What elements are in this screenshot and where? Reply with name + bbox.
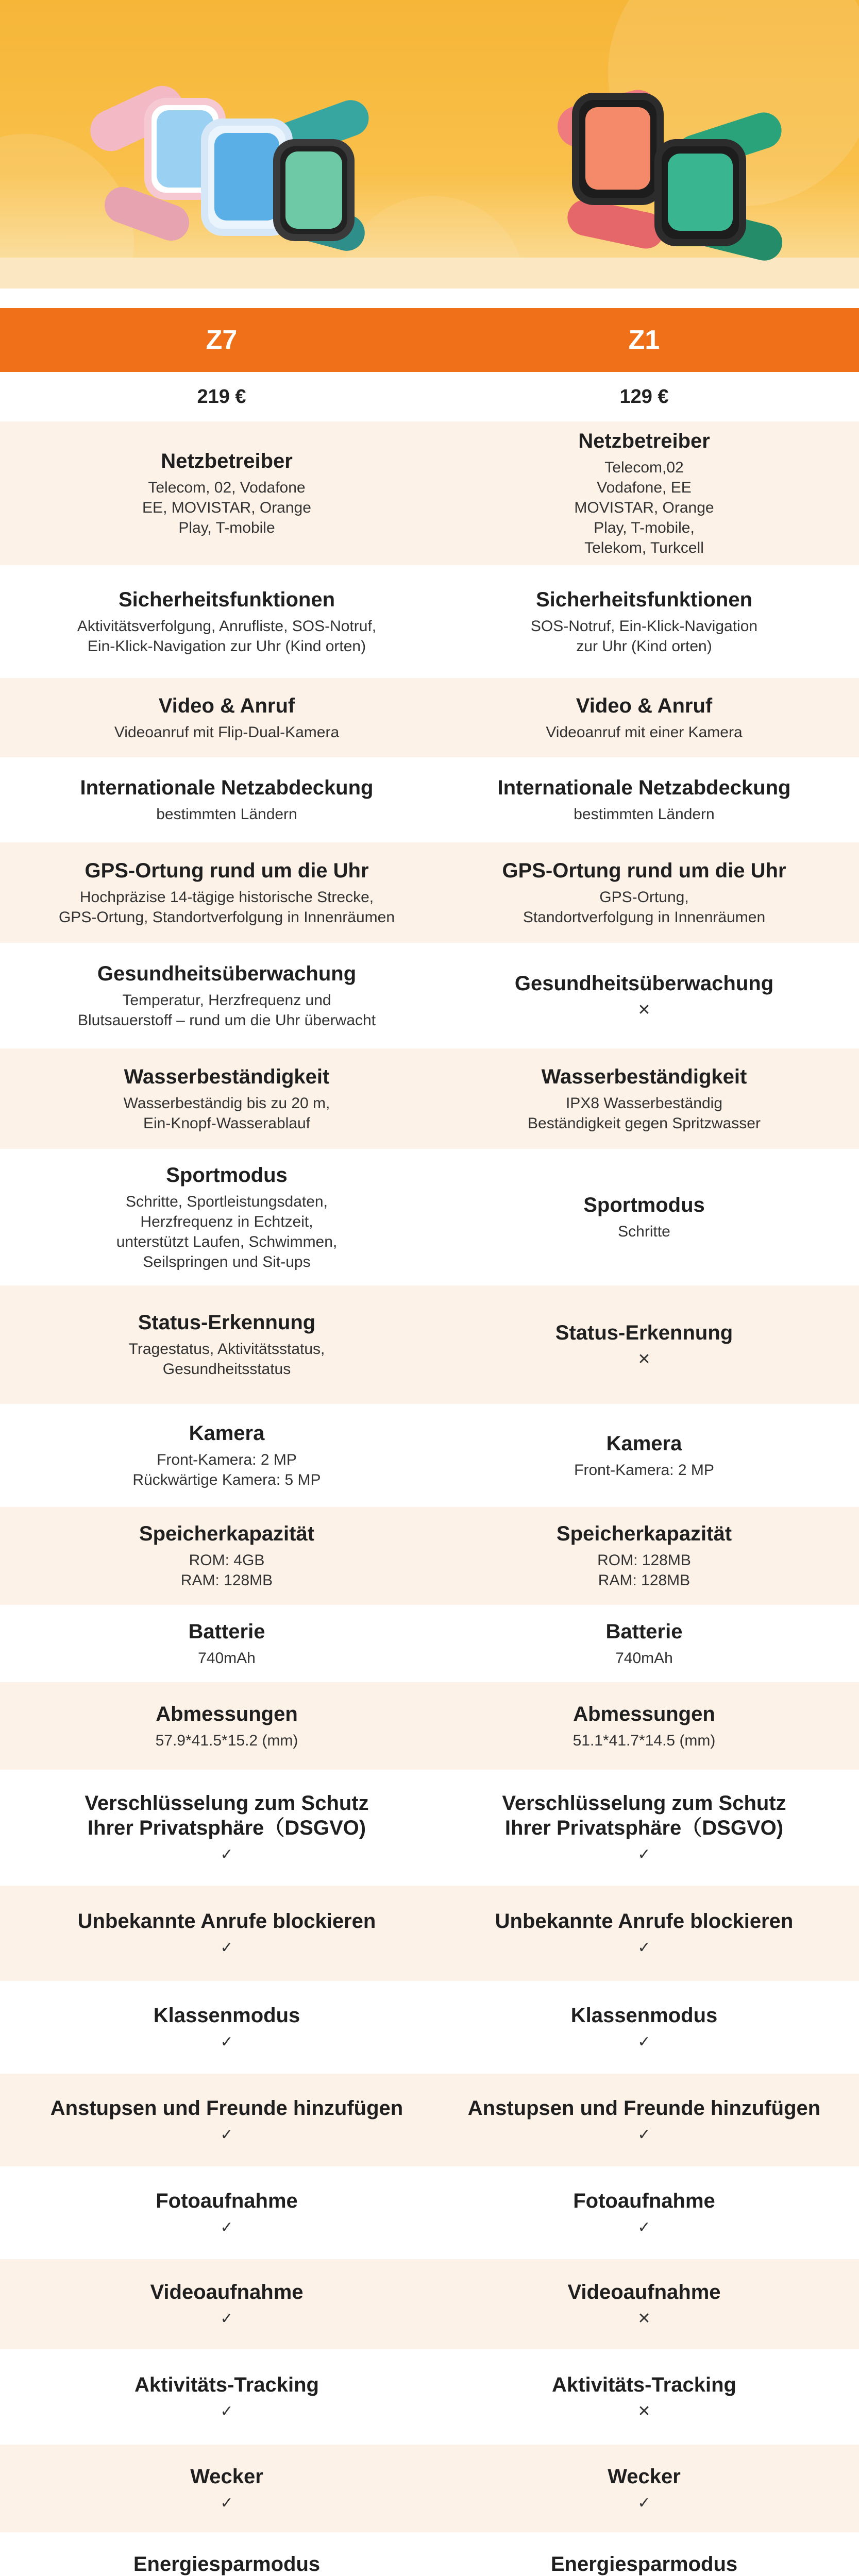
comparison-row: [0, 943, 859, 1048]
z1-watch-image: [536, 77, 794, 263]
check-icon: ✓: [637, 2126, 651, 2143]
z1-feature-cell: [443, 1682, 845, 1770]
z7-feature-cell: [26, 842, 428, 943]
hero-banner: [0, 0, 859, 289]
feature-title: Batterie: [605, 1620, 683, 1643]
feature-title: Sicherheitsfunktionen: [535, 588, 753, 611]
feature-title: Wecker: [190, 2465, 263, 2488]
comparison-row: [0, 565, 859, 678]
feature-title: Aktivitäts-Tracking: [134, 2374, 319, 2396]
feature-title: GPS-Ortung rund um die Uhr: [85, 859, 369, 882]
feature-description: Schritte, Sportleistungsdaten, Herzfrequenz in Echtzeit, unterstützt Laufen, Schwimmen, Seilspringen und Sit-ups: [116, 1193, 338, 1270]
comparison-row: [0, 1682, 859, 1770]
feature-description: Hochpräzise 14-tägige historische Strecke, GPS-Ortung, Standortverfolgung in Innenräumen: [58, 888, 395, 926]
feature-title: Netzbetreiber: [161, 450, 293, 472]
feature-description: Front-Kamera: 2 MP: [574, 1461, 714, 1479]
z1-feature-cell: [443, 2166, 845, 2259]
feature-title: Batterie: [188, 1620, 265, 1643]
feature-title: Fotoaufnahme: [156, 2189, 298, 2212]
comparison-row: [0, 757, 859, 842]
z7-feature-cell: [26, 1682, 428, 1770]
price-z7: 219 €: [197, 386, 246, 408]
z1-feature-cell: [443, 421, 845, 565]
comparison-row: [0, 2445, 859, 2532]
comparison-row: [0, 678, 859, 757]
check-icon: ✓: [220, 2218, 233, 2236]
feature-title: Unbekannte Anrufe blockieren: [495, 1910, 794, 1933]
feature-title: Status-Erkennung: [555, 1321, 733, 1344]
feature-description: 51.1*41.7*14.5 (mm): [572, 1732, 716, 1749]
feature-title: Verschlüsselung zum Schutz Ihrer Privatsphäre（DSGVO): [85, 1792, 369, 1839]
z1-feature-cell: [443, 565, 845, 678]
z1-feature-cell: [443, 2074, 845, 2166]
check-icon: ✓: [220, 1939, 233, 1956]
feature-description: Tragestatus, Aktivitätsstatus, Gesundheitsstatus: [128, 1341, 325, 1378]
z1-feature-cell: [443, 1048, 845, 1149]
check-icon: ✓: [220, 2126, 233, 2143]
comparison-row: [0, 2074, 859, 2166]
feature-description: Front-Kamera: 2 MP Rückwärtige Kamera: 5 MP: [132, 1451, 321, 1488]
feature-title: Gesundheitsüberwachung: [97, 962, 357, 985]
feature-title: Abmessungen: [573, 1702, 715, 1725]
check-icon: ✓: [220, 2494, 233, 2512]
comparison-row: [0, 1770, 859, 1886]
z1-feature-cell: [443, 2349, 845, 2445]
z7-feature-cell: [26, 2259, 428, 2349]
check-icon: ✓: [220, 2310, 233, 2327]
check-icon: ✓: [637, 2218, 651, 2236]
comparison-row: [0, 1507, 859, 1605]
comparison-row: [0, 2532, 859, 2576]
z1-feature-cell: [443, 1507, 845, 1605]
comparison-row: [0, 842, 859, 943]
comparison-row: [0, 1605, 859, 1682]
feature-title: Internationale Netzabdeckung: [497, 776, 791, 799]
feature-description: 740mAh: [198, 1649, 256, 1667]
feature-title: Kamera: [606, 1432, 682, 1455]
z7-feature-cell: [26, 1048, 428, 1149]
z1-feature-cell: [443, 943, 845, 1048]
feature-description: Aktivitätsverfolgung, Anrufliste, SOS-Notruf, Ein-Klick-Navigation zur Uhr (Kind orten): [77, 617, 377, 655]
feature-title: Video & Anruf: [576, 694, 713, 717]
z7-feature-cell: [26, 2074, 428, 2166]
feature-description: 740mAh: [615, 1649, 673, 1667]
z7-feature-cell: [26, 1149, 428, 1285]
comparison-row: [0, 1285, 859, 1404]
comparison-row: [0, 421, 859, 565]
check-icon: ✓: [637, 2494, 651, 2512]
z7-feature-cell: [26, 1886, 428, 1981]
z7-feature-cell: [26, 2349, 428, 2445]
feature-title: Wasserbeständigkeit: [541, 1065, 747, 1088]
feature-description: ROM: 4GB RAM: 128MB: [180, 1552, 273, 1589]
z7-feature-cell: [26, 2532, 428, 2576]
cross-icon: ✕: [637, 1002, 651, 1019]
cross-icon: ✕: [637, 1350, 651, 1368]
feature-title: Anstupsen und Freunde hinzufügen: [467, 2096, 821, 2120]
z7-feature-cell: [26, 2445, 428, 2532]
feature-description: 57.9*41.5*15.2 (mm): [155, 1732, 298, 1749]
z1-feature-cell: [443, 1285, 845, 1404]
feature-title: Speicherkapazität: [556, 1522, 732, 1545]
feature-title: Wecker: [608, 2465, 681, 2488]
feature-description: Videoanruf mit einer Kamera: [546, 723, 743, 741]
z1-feature-cell: [443, 1605, 845, 1682]
feature-title: Anstupsen und Freunde hinzufügen: [50, 2096, 403, 2120]
comparison-row: [0, 1886, 859, 1981]
check-icon: ✓: [220, 2403, 233, 2420]
feature-title: Sportmodus: [166, 1163, 288, 1187]
z1-feature-cell: [443, 1149, 845, 1285]
comparison-row: [0, 1149, 859, 1285]
check-icon: ✓: [637, 1939, 651, 1956]
z1-feature-cell: [443, 1981, 845, 2074]
feature-description: Temperatur, Herzfrequenz und Blutsauerstoff – rund um die Uhr überwacht: [77, 991, 376, 1029]
feature-title: Internationale Netzabdeckung: [80, 776, 374, 799]
feature-description: Videoanruf mit Flip-Dual-Kamera: [114, 723, 340, 741]
feature-title: Video & Anruf: [158, 694, 295, 717]
feature-description: SOS-Notruf, Ein-Klick-Navigation zur Uhr (Kind orten): [530, 617, 758, 655]
check-icon: ✓: [637, 1846, 651, 1863]
comparison-row: [0, 1048, 859, 1149]
feature-title: Verschlüsselung zum Schutz Ihrer Privatsphäre（DSGVO): [502, 1792, 786, 1839]
feature-description: Telecom,02 Vodafone, EE MOVISTAR, Orange Play, T-mobile, Telekom, Turkcell: [574, 459, 714, 556]
cross-icon: ✕: [637, 2403, 651, 2420]
comparison-row: [0, 2166, 859, 2259]
feature-description: ROM: 128MB RAM: 128MB: [597, 1552, 691, 1589]
model-name-z1: Z1: [628, 325, 660, 355]
model-name-z7: Z7: [206, 325, 238, 355]
z7-feature-cell: [26, 1507, 428, 1605]
z7-feature-cell: [26, 678, 428, 757]
check-icon: ✓: [220, 1846, 233, 1863]
z7-feature-cell: [26, 1605, 428, 1682]
feature-title: Klassenmodus: [153, 2004, 300, 2027]
feature-description: IPX8 Wasserbeständig Beständigkeit gegen Spritzwasser: [528, 1094, 761, 1132]
feature-title: Gesundheitsüberwachung: [514, 972, 774, 995]
feature-title: Unbekannte Anrufe blockieren: [77, 1910, 376, 1933]
feature-title: Aktivitäts-Tracking: [552, 2374, 736, 2396]
feature-title: Energiesparmodus: [550, 2552, 738, 2575]
z1-feature-cell: [443, 1886, 845, 1981]
feature-description: bestimmten Ländern: [156, 806, 297, 823]
feature-title: Netzbetreiber: [578, 430, 710, 452]
z7-feature-cell: [26, 1981, 428, 2074]
feature-title: Status-Erkennung: [138, 1311, 316, 1334]
check-icon: ✓: [220, 2033, 233, 2050]
check-icon: ✓: [637, 2033, 651, 2050]
z1-feature-cell: [443, 2259, 845, 2349]
feature-title: Videoaufnahme: [150, 2281, 304, 2303]
feature-title: Energiesparmodus: [133, 2552, 321, 2575]
comparison-row: [0, 2349, 859, 2445]
feature-title: Fotoaufnahme: [573, 2189, 715, 2212]
z1-feature-cell: [443, 842, 845, 943]
feature-title: Sportmodus: [583, 1194, 705, 1216]
cross-icon: ✕: [637, 2310, 651, 2327]
feature-title: Abmessungen: [156, 1702, 298, 1725]
z7-feature-cell: [26, 1770, 428, 1886]
z1-feature-cell: [443, 1770, 845, 1886]
z7-feature-cell: [26, 1285, 428, 1404]
z7-feature-cell: [26, 421, 428, 565]
feature-description: bestimmten Ländern: [574, 806, 715, 823]
feature-title: Videoaufnahme: [567, 2281, 721, 2303]
feature-title: Klassenmodus: [570, 2004, 718, 2027]
feature-description: Schritte: [618, 1223, 670, 1240]
z7-feature-cell: [26, 2166, 428, 2259]
z7-feature-cell: [26, 943, 428, 1048]
comparison-row: [0, 1981, 859, 2074]
feature-description: Telecom, 02, Vodafone EE, MOVISTAR, Orange Play, T-mobile: [142, 479, 311, 536]
feature-title: Speicherkapazität: [139, 1522, 315, 1545]
feature-description: GPS-Ortung, Standortverfolgung in Innenräumen: [523, 888, 766, 926]
z7-feature-cell: [26, 565, 428, 678]
z1-feature-cell: [443, 2532, 845, 2576]
price-z1: 129 €: [619, 386, 669, 408]
z1-feature-cell: [443, 678, 845, 757]
z1-feature-cell: [443, 1404, 845, 1507]
z7-watch-image: [88, 77, 376, 263]
feature-title: Wasserbeständigkeit: [124, 1065, 330, 1088]
z1-feature-cell: [443, 757, 845, 842]
feature-title: Kamera: [189, 1422, 265, 1445]
z7-feature-cell: [26, 1404, 428, 1507]
z7-feature-cell: [26, 757, 428, 842]
model-title-bar: [0, 308, 859, 372]
feature-description: Wasserbeständig bis zu 20 m, Ein-Knopf-Wasserablauf: [123, 1094, 330, 1132]
feature-title: Sicherheitsfunktionen: [118, 588, 335, 611]
z1-feature-cell: [443, 2445, 845, 2532]
comparison-row: [0, 2259, 859, 2349]
comparison-row: [0, 1404, 859, 1507]
feature-title: GPS-Ortung rund um die Uhr: [502, 859, 786, 882]
